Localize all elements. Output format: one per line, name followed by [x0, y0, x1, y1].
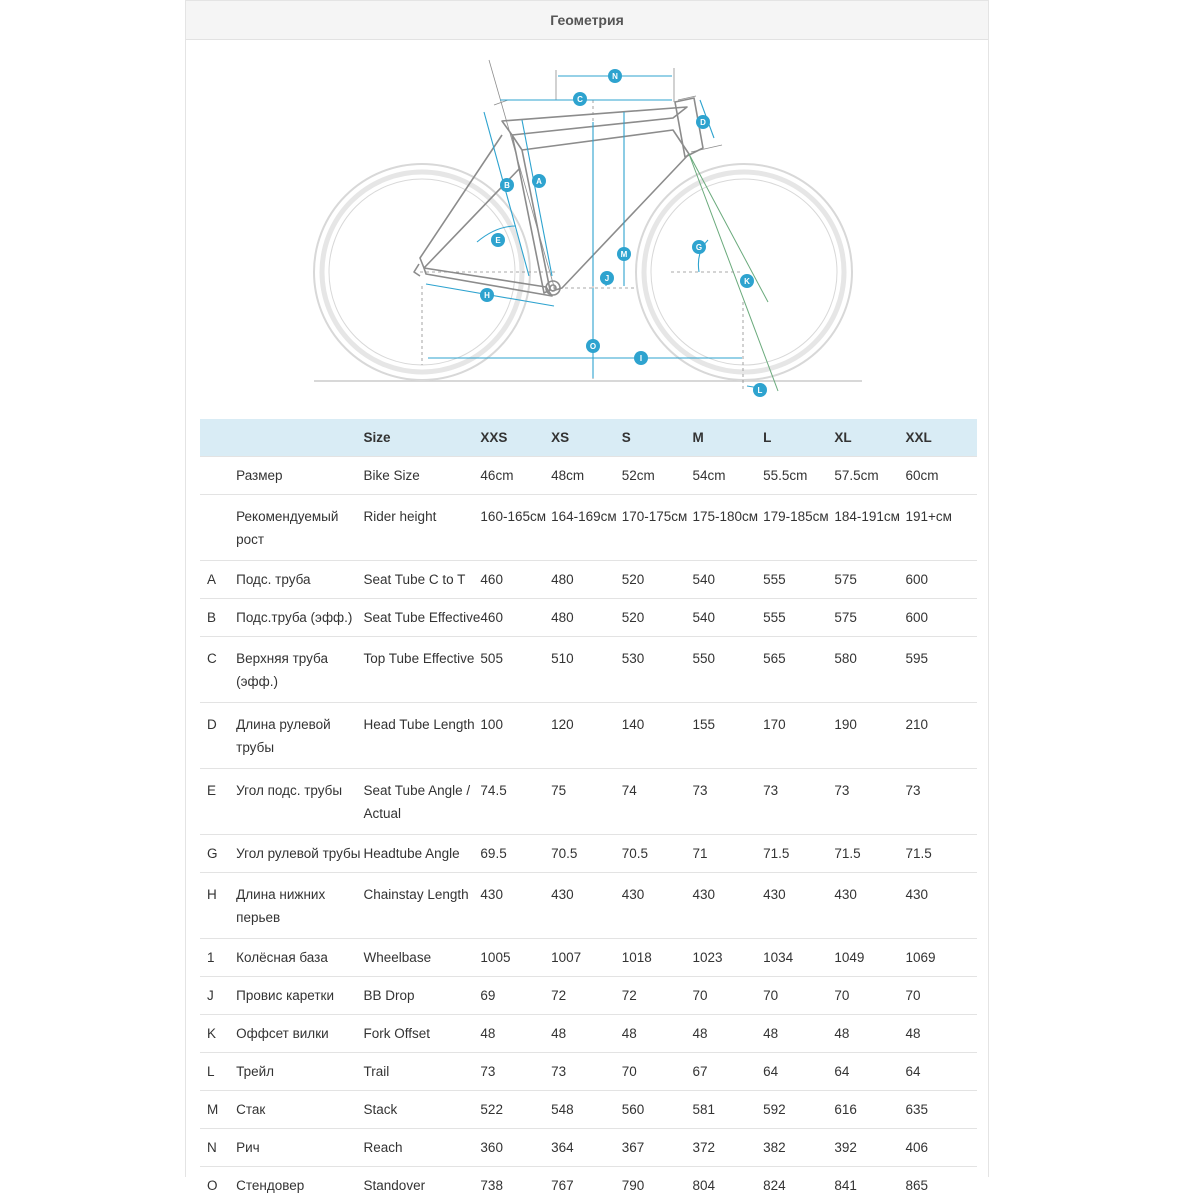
row-letter: G — [200, 835, 236, 873]
row-value: 75 — [551, 769, 622, 835]
row-value: 71.5 — [834, 835, 905, 873]
size-header: L — [763, 419, 834, 457]
row-value: 69 — [480, 977, 551, 1015]
row-value: 392 — [834, 1129, 905, 1167]
row-value: 70 — [763, 977, 834, 1015]
size-header: M — [692, 419, 763, 457]
marker-n-label: N — [612, 72, 618, 81]
row-letter: L — [200, 1053, 236, 1091]
row-value: 430 — [692, 873, 763, 939]
table-row — [200, 703, 977, 769]
row-value: 581 — [692, 1091, 763, 1129]
row-value: 70 — [692, 977, 763, 1015]
bike-frame — [414, 98, 703, 296]
row-label-en: Standover — [364, 1167, 481, 1204]
row-letter: A — [200, 561, 236, 599]
row-letter: O — [200, 1167, 236, 1204]
row-value: 70 — [906, 977, 977, 1015]
row-letter: M — [200, 1091, 236, 1129]
row-value: 73 — [834, 769, 905, 835]
row-value: 48 — [692, 1015, 763, 1053]
row-value: 460 — [480, 561, 551, 599]
row-value: 72 — [622, 977, 693, 1015]
row-value: 406 — [906, 1129, 977, 1167]
row-value: 73 — [551, 1053, 622, 1091]
row-value: 48 — [551, 1015, 622, 1053]
row-value: 575 — [834, 599, 905, 637]
row-value: 592 — [763, 1091, 834, 1129]
row-value: 100 — [480, 703, 551, 769]
size-header: XS — [551, 419, 622, 457]
row-value: 595 — [906, 637, 977, 703]
table-row — [200, 873, 977, 939]
table-row — [200, 1015, 977, 1053]
row-value: 71.5 — [763, 835, 834, 873]
marker-c-label: C — [577, 95, 583, 104]
table-row — [200, 1167, 977, 1204]
row-value: 48 — [834, 1015, 905, 1053]
row-value: 55.5cm — [763, 457, 834, 495]
row-label-ru: Провис каретки — [236, 977, 363, 1015]
row-label-en: Bike Size — [364, 457, 481, 495]
marker-k-label: K — [744, 277, 750, 286]
row-value: 430 — [480, 873, 551, 939]
row-label-ru: Трейл — [236, 1053, 363, 1091]
row-label-ru: Колёсная база — [236, 939, 363, 977]
row-value: 155 — [692, 703, 763, 769]
row-value: 191+см — [906, 495, 977, 561]
size-header: S — [622, 419, 693, 457]
marker-m-label: M — [621, 250, 628, 259]
row-value: 430 — [551, 873, 622, 939]
table-row — [200, 637, 977, 703]
marker-o-label: O — [590, 342, 596, 351]
row-label-en: Stack — [364, 1091, 481, 1129]
row-letter: B — [200, 599, 236, 637]
row-value: 179-185см — [763, 495, 834, 561]
row-label-en: Head Tube Length — [364, 703, 481, 769]
table-row — [200, 977, 977, 1015]
marker-a-label: A — [536, 177, 542, 186]
row-value: 540 — [692, 561, 763, 599]
row-value: 170 — [763, 703, 834, 769]
row-value: 510 — [551, 637, 622, 703]
row-label-en: Seat Tube Effective — [364, 599, 481, 637]
row-value: 67 — [692, 1053, 763, 1091]
row-value: 520 — [622, 561, 693, 599]
row-value: 71.5 — [906, 835, 977, 873]
size-header: XXL — [906, 419, 977, 457]
row-value: 140 — [622, 703, 693, 769]
row-value: 865 — [906, 1167, 977, 1204]
row-value: 575 — [834, 561, 905, 599]
row-value: 841 — [834, 1167, 905, 1204]
row-value: 430 — [763, 873, 834, 939]
front-wheel — [636, 164, 852, 380]
row-value: 480 — [551, 599, 622, 637]
marker-d-label: D — [700, 118, 706, 127]
row-label-ru: Рич — [236, 1129, 363, 1167]
row-label-en: Chainstay Length — [364, 873, 481, 939]
row-value: 1023 — [692, 939, 763, 977]
row-value: 430 — [834, 873, 905, 939]
row-letter — [200, 495, 236, 561]
row-value: 364 — [551, 1129, 622, 1167]
size-column-header: Size — [364, 419, 481, 457]
row-value: 70 — [622, 1053, 693, 1091]
row-value: 565 — [763, 637, 834, 703]
row-value: 555 — [763, 599, 834, 637]
row-value: 46cm — [480, 457, 551, 495]
row-value: 635 — [906, 1091, 977, 1129]
row-value: 550 — [692, 637, 763, 703]
row-value: 540 — [692, 599, 763, 637]
row-value: 430 — [906, 873, 977, 939]
row-value: 170-175см — [622, 495, 693, 561]
table-row — [200, 457, 977, 495]
row-label-ru: Длина нижних перьев — [236, 873, 363, 939]
row-value: 60cm — [906, 457, 977, 495]
row-value: 69.5 — [480, 835, 551, 873]
row-value: 70.5 — [622, 835, 693, 873]
row-value: 600 — [906, 599, 977, 637]
geometry-panel — [185, 0, 989, 1177]
row-value: 48 — [763, 1015, 834, 1053]
row-label-en: Rider height — [364, 495, 481, 561]
row-value: 48 — [480, 1015, 551, 1053]
row-label-en: Fork Offset — [364, 1015, 481, 1053]
row-value: 548 — [551, 1091, 622, 1129]
row-value: 48 — [906, 1015, 977, 1053]
table-row — [200, 835, 977, 873]
row-value: 460 — [480, 599, 551, 637]
row-label-ru: Рекомендуемый рост — [236, 495, 363, 561]
row-value: 580 — [834, 637, 905, 703]
row-label-ru: Стак — [236, 1091, 363, 1129]
row-value: 73 — [480, 1053, 551, 1091]
row-value: 64 — [834, 1053, 905, 1091]
reference-lines — [489, 60, 722, 290]
marker-e-label: E — [495, 236, 501, 245]
table-row — [200, 1053, 977, 1091]
row-value: 1007 — [551, 939, 622, 977]
row-letter: D — [200, 703, 236, 769]
row-value: 367 — [622, 1129, 693, 1167]
row-value: 804 — [692, 1167, 763, 1204]
table-header-row — [200, 419, 977, 457]
row-letter: 1 — [200, 939, 236, 977]
table-row — [200, 1091, 977, 1129]
row-value: 73 — [763, 769, 834, 835]
row-value: 48cm — [551, 457, 622, 495]
row-value: 175-180см — [692, 495, 763, 561]
row-letter: C — [200, 637, 236, 703]
row-value: 64 — [906, 1053, 977, 1091]
row-value: 372 — [692, 1129, 763, 1167]
row-label-ru: Верхняя труба (эфф.) — [236, 637, 363, 703]
bike-geometry-drawing — [186, 40, 990, 410]
row-value: 70 — [834, 977, 905, 1015]
row-label-ru: Угол рулевой трубы — [236, 835, 363, 873]
table-row — [200, 495, 977, 561]
row-letter: N — [200, 1129, 236, 1167]
row-value: 160-165см — [480, 495, 551, 561]
row-value: 738 — [480, 1167, 551, 1204]
panel-title: Геометрия — [186, 1, 988, 40]
row-value: 120 — [551, 703, 622, 769]
geometry-diagram — [186, 40, 990, 410]
row-label-ru: Подс. труба — [236, 561, 363, 599]
row-value: 555 — [763, 561, 834, 599]
row-value: 57.5cm — [834, 457, 905, 495]
row-label-ru: Оффсет вилки — [236, 1015, 363, 1053]
row-value: 71 — [692, 835, 763, 873]
geometry-table — [200, 419, 977, 1204]
row-value: 1049 — [834, 939, 905, 977]
row-value: 210 — [906, 703, 977, 769]
row-value: 790 — [622, 1167, 693, 1204]
row-value: 520 — [622, 599, 693, 637]
row-value: 48 — [622, 1015, 693, 1053]
row-label-ru: Подс.труба (эфф.) — [236, 599, 363, 637]
row-label-en: Seat Tube Angle / Actual — [364, 769, 481, 835]
row-value: 74.5 — [480, 769, 551, 835]
row-label-en: Wheelbase — [364, 939, 481, 977]
row-label-en: Top Tube Effective — [364, 637, 481, 703]
row-value: 430 — [622, 873, 693, 939]
marker-i-label: I — [640, 354, 642, 363]
row-value: 616 — [834, 1091, 905, 1129]
marker-j-label: J — [605, 274, 609, 283]
row-value: 560 — [622, 1091, 693, 1129]
row-value: 1034 — [763, 939, 834, 977]
table-row — [200, 561, 977, 599]
marker-h-label: H — [484, 291, 490, 300]
row-value: 52cm — [622, 457, 693, 495]
row-letter: J — [200, 977, 236, 1015]
row-label-en: Reach — [364, 1129, 481, 1167]
row-value: 1005 — [480, 939, 551, 977]
row-value: 530 — [622, 637, 693, 703]
row-value: 73 — [692, 769, 763, 835]
row-label-ru: Размер — [236, 457, 363, 495]
row-value: 164-169см — [551, 495, 622, 561]
row-value: 64 — [763, 1053, 834, 1091]
row-label-ru: Длина рулевой трубы — [236, 703, 363, 769]
row-letter: K — [200, 1015, 236, 1053]
row-value: 1018 — [622, 939, 693, 977]
row-value: 184-191см — [834, 495, 905, 561]
row-value: 360 — [480, 1129, 551, 1167]
row-value: 54cm — [692, 457, 763, 495]
marker-l-label: L — [758, 386, 763, 395]
row-label-en: Trail — [364, 1053, 481, 1091]
size-header: XL — [834, 419, 905, 457]
table-row — [200, 769, 977, 835]
row-label-ru: Стендовер — [236, 1167, 363, 1204]
row-label-en: Headtube Angle — [364, 835, 481, 873]
row-value: 72 — [551, 977, 622, 1015]
row-letter: H — [200, 873, 236, 939]
row-value: 73 — [906, 769, 977, 835]
row-value: 522 — [480, 1091, 551, 1129]
row-value: 824 — [763, 1167, 834, 1204]
row-value: 382 — [763, 1129, 834, 1167]
row-label-en: BB Drop — [364, 977, 481, 1015]
row-letter — [200, 457, 236, 495]
row-label-en: Seat Tube C to T — [364, 561, 481, 599]
row-value: 70.5 — [551, 835, 622, 873]
row-value: 1069 — [906, 939, 977, 977]
marker-b-label: B — [504, 181, 510, 190]
marker-g-label: G — [696, 243, 702, 252]
row-value: 190 — [834, 703, 905, 769]
row-value: 505 — [480, 637, 551, 703]
table-row — [200, 599, 977, 637]
row-value: 767 — [551, 1167, 622, 1204]
row-letter: E — [200, 769, 236, 835]
row-value: 480 — [551, 561, 622, 599]
table-row — [200, 1129, 977, 1167]
size-header: XXS — [480, 419, 551, 457]
row-label-ru: Угол подс. трубы — [236, 769, 363, 835]
row-value: 600 — [906, 561, 977, 599]
table-row — [200, 939, 977, 977]
row-value: 74 — [622, 769, 693, 835]
